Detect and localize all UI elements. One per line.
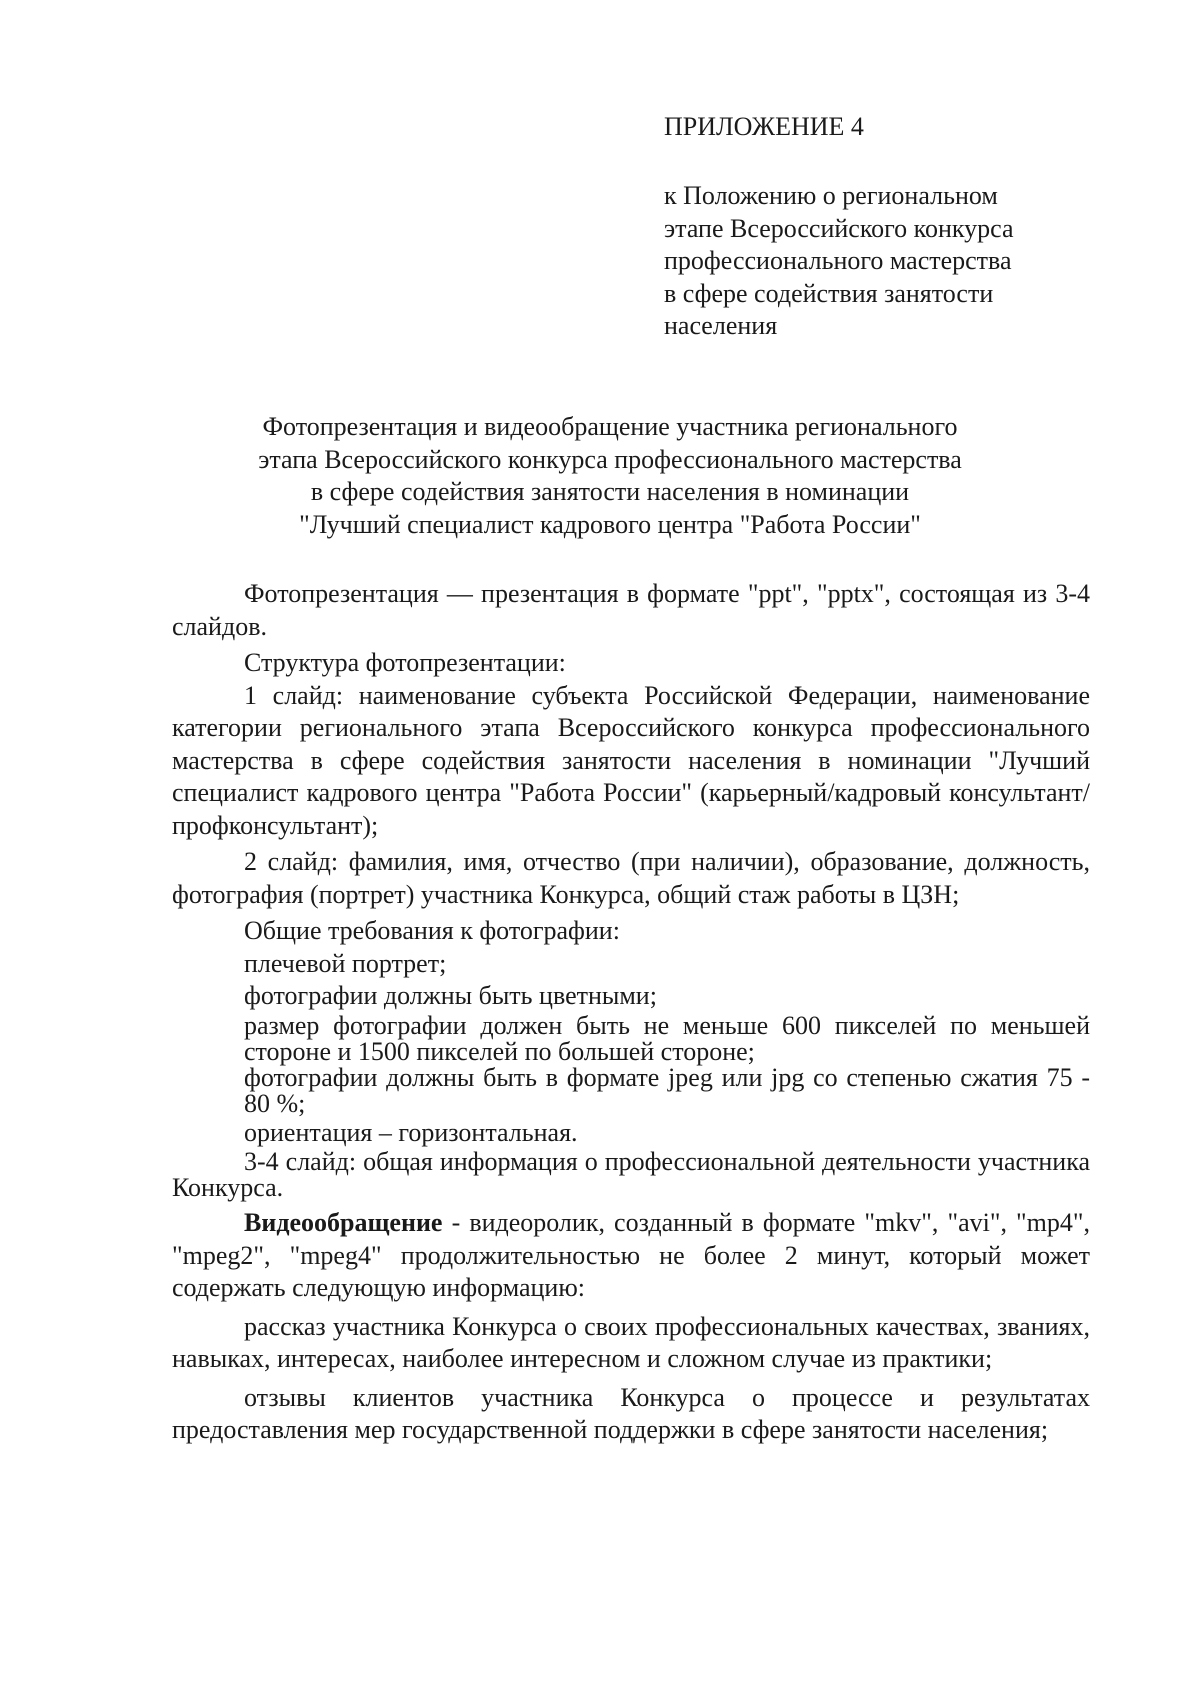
appendix-reference-line: населения — [664, 311, 778, 340]
video-term: Видеообращение — [244, 1208, 443, 1237]
slide-1-paragraph: 1 слайд: наименование субъекта Российской Федерации, наименование категории регионального этапа Всероссийского конкурса профессионального мастерства в сфере содействия занятости населения в номинации "Лучший специалист кадрового центра "Работа России" (карьерный/кадровый консультант/профконсультант); — [172, 680, 1090, 840]
appendix-title: ПРИЛОЖЕНИЕ 4 — [664, 112, 864, 141]
document-title-line: Фотопрезентация и видеообращение участника регионального — [262, 412, 958, 441]
structure-heading: Структура фотопрезентации: — [244, 648, 566, 677]
appendix-reference — [664, 180, 1014, 343]
slide-2-paragraph: 2 слайд: фамилия, имя, отчество (при наличии), образование, должность, фотография (портрет) участника Конкурса, общий стаж работы в ЦЗН; — [172, 847, 1090, 909]
video-content-item: рассказ участника Конкурса о своих профессиональных качествах, званиях, навыках, интересах, наиболее интересном и сложном случае из практики; — [172, 1311, 1090, 1373]
document-title-line: этапа Всероссийского конкурса профессионального мастерства — [258, 444, 962, 474]
photo-requirement-item: плечевой портрет; — [244, 948, 447, 978]
photo-requirement-item: фотографии должны быть цветными; — [244, 981, 657, 1010]
document-title-line: "Лучший специалист кадрового центра "Работа России" — [299, 509, 921, 539]
video-content-item: отзывы клиентов участника Конкурса о процессе и результатах предоставления мер государственной поддержки в сфере занятости населения; — [172, 1382, 1090, 1444]
video-paragraph — [172, 1207, 1090, 1305]
document-body — [172, 578, 1090, 1447]
photo-requirements-heading: Общие требования к фотографии: — [244, 916, 620, 945]
photo-requirement-item: размер фотографии должен быть не меньше 600 пикселей по меньшей стороне и 1500 пикселей по большей стороне; — [244, 1010, 1090, 1066]
intro-paragraph: Фотопрезентация — презентация в формате "ppt", "pptx", состоящая из 3-4 слайдов. — [172, 579, 1090, 641]
appendix-reference-line: к Положению о региональном — [664, 181, 998, 210]
video-definition: - видеоролик, созданный в формате "mkv", "avi", "mp4", "mpeg2", "mpeg4" продолжительностью не более 2 минут, который может содержать следующую информацию: — [172, 1208, 1090, 1302]
photo-requirement-item: ориентация – горизонтальная. — [244, 1117, 578, 1147]
slide-3-4-paragraph: 3-4 слайд: общая информация о профессиональной деятельности участника Конкурса. — [172, 1147, 1090, 1202]
appendix-reference-line: в сфере содействия занятости — [664, 278, 994, 308]
document-title — [170, 411, 1050, 541]
appendix-reference-line: профессионального мастерства — [664, 246, 1012, 275]
photo-requirement-item: фотографии должны быть в формате jpeg или jpg со степенью сжатия 75 - 80 %; — [244, 1062, 1090, 1118]
appendix-reference-line: этапе Всероссийского конкурса — [664, 213, 1014, 243]
document-title-line: в сфере содействия занятости населения в номинации — [310, 477, 910, 506]
